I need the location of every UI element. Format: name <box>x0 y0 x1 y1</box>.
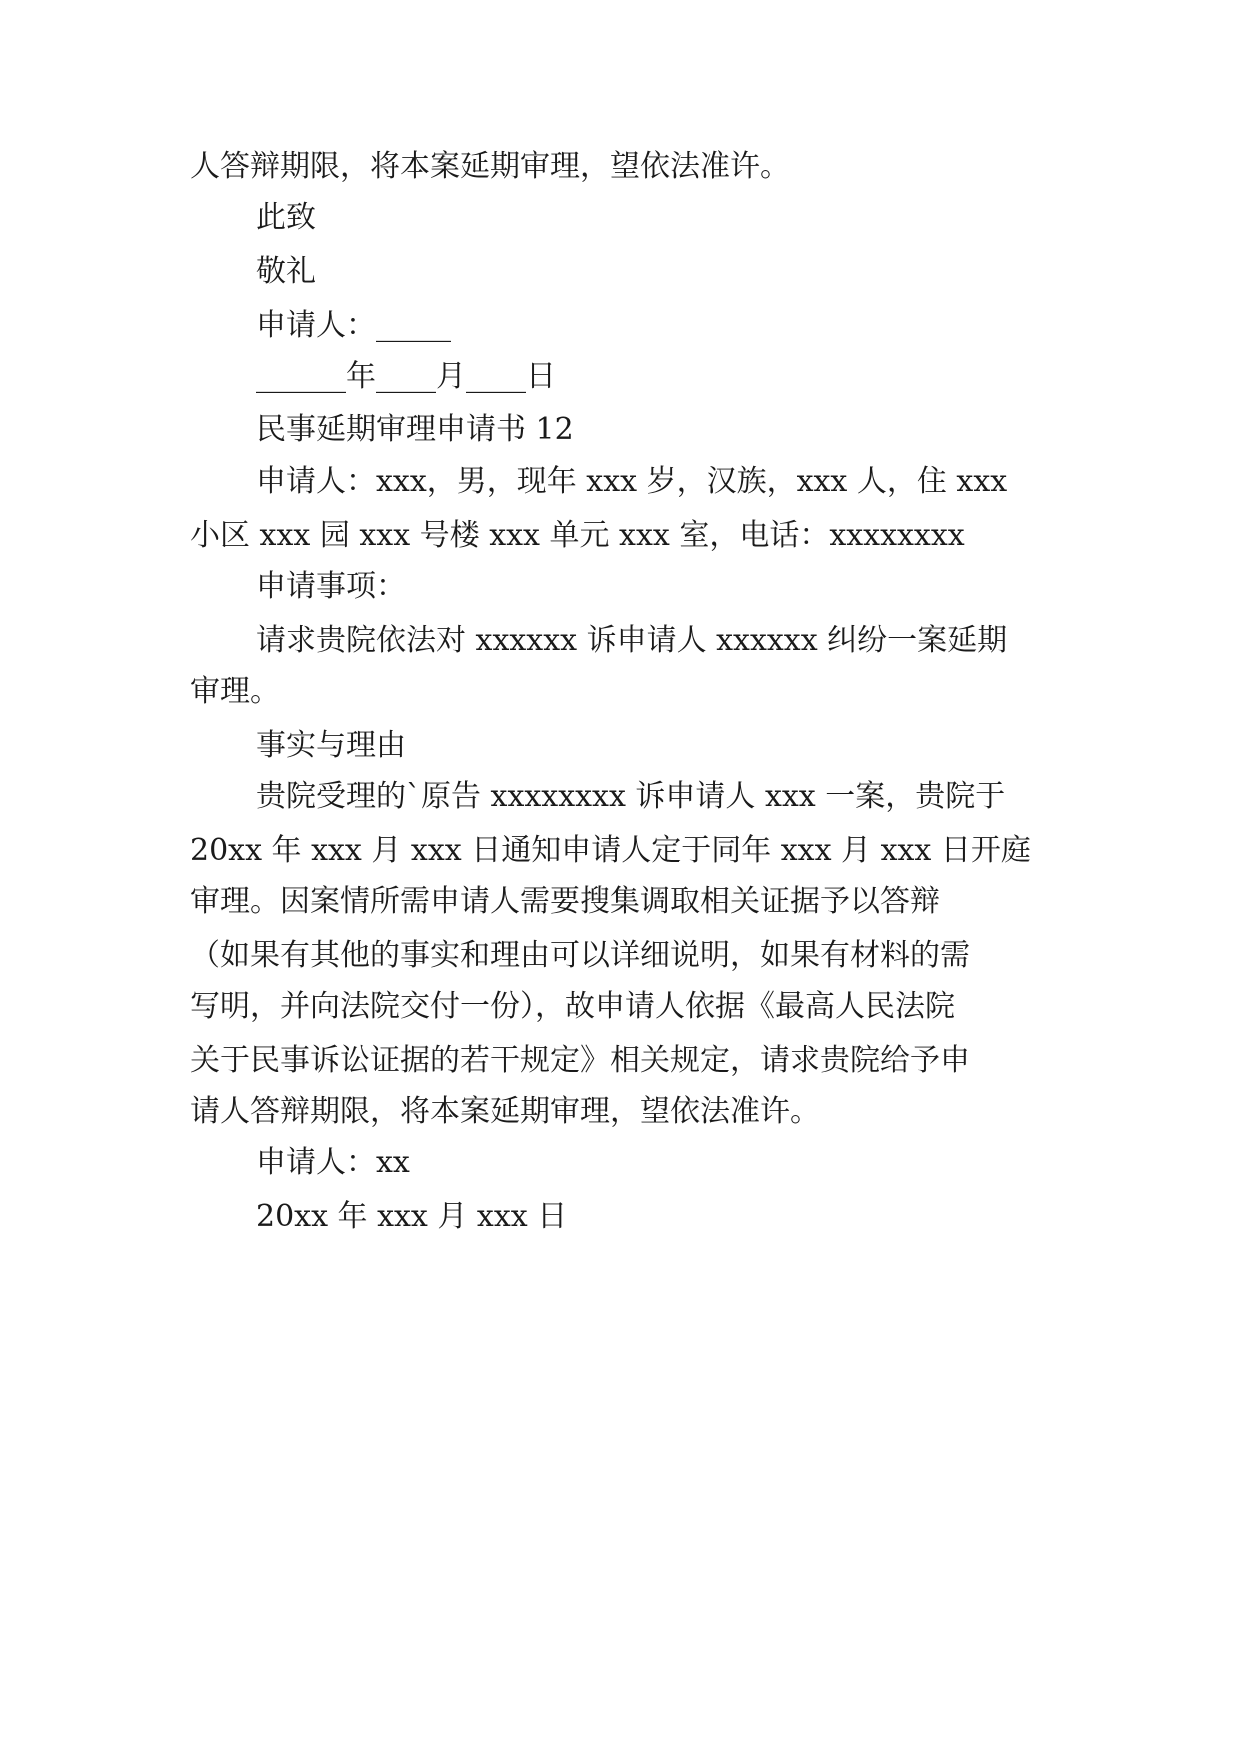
applicant-signature-line: 申请人：_____ <box>256 308 451 343</box>
facts-text-line-4: （如果有其他的事实和理由可以详细说明，如果有材料的需 <box>190 938 970 973</box>
facts-text-line-7: 请人答辩期限，将本案延期审理，望依法准许。 <box>190 1094 820 1129</box>
applicant-info-line-1: 申请人：xxx，男，现年 xxx 岁，汉族，xxx 人，住 xxx <box>256 464 1008 499</box>
closing-regards: 敬礼 <box>256 254 316 289</box>
closing-salutation: 此致 <box>256 200 316 235</box>
facts-text-line-1: 贵院受理的`原告 xxxxxxxx 诉申请人 xxx 一案，贵院于 <box>256 779 1006 814</box>
paragraph-continuation: 人答辩期限，将本案延期审理，望依法准许。 <box>190 149 790 184</box>
signature-date: 20xx 年 xxx 月 xxx 日 <box>256 1199 568 1234</box>
applicant-info-line-2: 小区 xxx 园 xxx 号楼 xxx 单元 xxx 室，电话：xxxxxxxx <box>190 518 965 553</box>
facts-text-line-3: 审理。因案情所需申请人需要搜集调取相关证据予以答辩 <box>190 884 940 919</box>
facts-text-line-6: 关于民事诉讼证据的若干规定》相关规定，请求贵院给予申 <box>190 1043 970 1078</box>
request-text-line-2: 审理。 <box>190 674 280 709</box>
document-title: 民事延期审理申请书 12 <box>256 412 574 447</box>
facts-heading: 事实与理由 <box>256 728 406 763</box>
facts-text-line-2: 20xx 年 xxx 月 xxx 日通知申请人定于同年 xxx 月 xxx 日开庭 <box>190 833 1031 868</box>
applicant-signature: 申请人：xx <box>256 1145 410 1180</box>
facts-text-line-5: 写明，并向法院交付一份），故申请人依据《最高人民法院 <box>190 989 955 1024</box>
date-line-blank: ______年____月____日 <box>256 359 556 394</box>
request-text-line-1: 请求贵院依法对 xxxxxx 诉申请人 xxxxxx 纠纷一案延期 <box>256 623 1008 658</box>
request-heading: 申请事项： <box>256 569 406 604</box>
